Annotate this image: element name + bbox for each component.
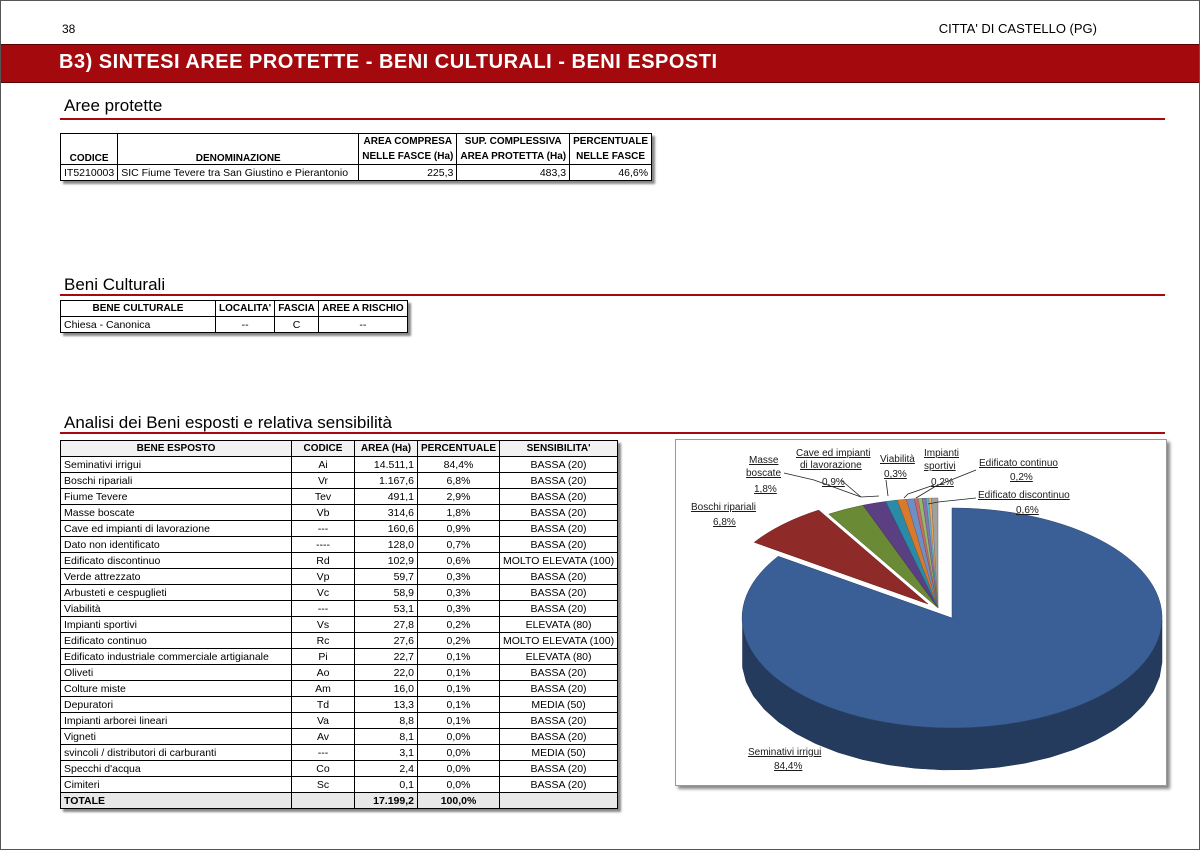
label-impianti-2: sportivi bbox=[924, 461, 956, 472]
table-row bbox=[61, 537, 618, 553]
cell-sensibilita: BASSA (20) bbox=[500, 457, 618, 473]
table-row bbox=[61, 681, 618, 697]
cell-bene-esposto: Depuratori bbox=[61, 697, 292, 713]
cell-area: 225,3 bbox=[359, 165, 457, 181]
cell-percentuale: 0,1% bbox=[418, 697, 500, 713]
cell-codice: Pi bbox=[292, 649, 355, 665]
th-bene-culturale: BENE CULTURALE bbox=[61, 301, 216, 317]
label-cave-3: 0,9% bbox=[822, 477, 845, 488]
cell-bene-esposto: Oliveti bbox=[61, 665, 292, 681]
cell-codice: Vp bbox=[292, 569, 355, 585]
table-row bbox=[61, 521, 618, 537]
label-cave-1: Cave ed impianti bbox=[796, 448, 871, 459]
cell-sensibilita: BASSA (20) bbox=[500, 713, 618, 729]
table-row bbox=[61, 317, 408, 333]
cell-bene-esposto: Edificato industriale commerciale artigianale bbox=[61, 649, 292, 665]
cell-area: 16,0 bbox=[355, 681, 418, 697]
table-row bbox=[61, 473, 618, 489]
cell-percentuale: 0,0% bbox=[418, 777, 500, 793]
cell-codice: --- bbox=[292, 601, 355, 617]
cell-sensibilita: MEDIA (50) bbox=[500, 745, 618, 761]
total-label: TOTALE bbox=[61, 793, 292, 809]
label-ed-discontinuo-1: Edificato discontinuo bbox=[978, 490, 1070, 501]
cell-codice: Vc bbox=[292, 585, 355, 601]
cell-codice: ---- bbox=[292, 537, 355, 553]
cell-sensibilita: BASSA (20) bbox=[500, 777, 618, 793]
cell-percentuale: 0,9% bbox=[418, 521, 500, 537]
table-row bbox=[61, 729, 618, 745]
cell-percentuale: 0,1% bbox=[418, 649, 500, 665]
cell-bene-esposto: Fiume Tevere bbox=[61, 489, 292, 505]
cell-percentuale: 0,2% bbox=[418, 633, 500, 649]
cell-bene-esposto: Edificato discontinuo bbox=[61, 553, 292, 569]
cell-bene-esposto: Seminativi irrigui bbox=[61, 457, 292, 473]
pie-chart bbox=[676, 440, 1166, 785]
cell-bene-esposto: Arbusteti e cespuglieti bbox=[61, 585, 292, 601]
cell-area: 59,7 bbox=[355, 569, 418, 585]
page-title: B3) SINTESI AREE PROTETTE - BENI CULTURALI - BENI ESPOSTI bbox=[59, 51, 718, 73]
table-row bbox=[61, 649, 618, 665]
th-sensibilita: SENSIBILITA' bbox=[500, 441, 618, 457]
table-row bbox=[61, 777, 618, 793]
cell-sensibilita: ELEVATA (80) bbox=[500, 649, 618, 665]
cell-bene: Chiesa - Canonica bbox=[61, 317, 216, 333]
cell-codice: Ai bbox=[292, 457, 355, 473]
cell-sensibilita: BASSA (20) bbox=[500, 537, 618, 553]
cell-codice: Rd bbox=[292, 553, 355, 569]
total-codice bbox=[292, 793, 355, 809]
aree-protette-table bbox=[60, 133, 652, 181]
th-percentuale: PERCENTUALE bbox=[418, 441, 500, 457]
title-banner bbox=[1, 44, 1199, 83]
cell-sensibilita: BASSA (20) bbox=[500, 665, 618, 681]
label-seminativi-2: 84,4% bbox=[774, 761, 803, 772]
cell-percentuale: 0,0% bbox=[418, 761, 500, 777]
cell-percentuale: 0,2% bbox=[418, 617, 500, 633]
cell-bene-esposto: Cimiteri bbox=[61, 777, 292, 793]
cell-bene-esposto: Impianti sportivi bbox=[61, 617, 292, 633]
cell-percentuale: 0,3% bbox=[418, 585, 500, 601]
cell-sensibilita: BASSA (20) bbox=[500, 729, 618, 745]
table-row bbox=[61, 553, 618, 569]
th-sup-l2: AREA PROTETTA (Ha) bbox=[457, 149, 570, 165]
page-number: 38 bbox=[62, 22, 76, 36]
cell-area: 27,6 bbox=[355, 633, 418, 649]
cell-area: 314,6 bbox=[355, 505, 418, 521]
section-divider bbox=[60, 118, 1165, 120]
table-row bbox=[61, 569, 618, 585]
label-viabilita-2: 0,3% bbox=[884, 469, 907, 480]
city-name: CITTA' DI CASTELLO (PG) bbox=[938, 21, 1097, 36]
section-title-aree-protette: Aree protette bbox=[64, 96, 163, 115]
cell-codice: Vb bbox=[292, 505, 355, 521]
cell-area: 160,6 bbox=[355, 521, 418, 537]
th-fascia: FASCIA bbox=[275, 301, 319, 317]
th-codice: CODICE bbox=[61, 134, 118, 165]
cell-area: 53,1 bbox=[355, 601, 418, 617]
cell-percentuale: 1,8% bbox=[418, 505, 500, 521]
th-localita: LOCALITA' bbox=[216, 301, 275, 317]
cell-area: 491,1 bbox=[355, 489, 418, 505]
cell-codice: Va bbox=[292, 713, 355, 729]
cell-bene-esposto: Viabilità bbox=[61, 601, 292, 617]
th-perc-l2: NELLE FASCE bbox=[570, 149, 652, 165]
cell-percentuale: 6,8% bbox=[418, 473, 500, 489]
cell-sup: 483,3 bbox=[457, 165, 570, 181]
section-title-beni-esposti: Analisi dei Beni esposti e relativa sensibilità bbox=[64, 413, 392, 432]
cell-area: 0,1 bbox=[355, 777, 418, 793]
cell-area: 27,8 bbox=[355, 617, 418, 633]
cell-area: 3,1 bbox=[355, 745, 418, 761]
label-boschi-1: Boschi ripariali bbox=[691, 502, 757, 513]
table-row bbox=[61, 505, 618, 521]
table-row bbox=[61, 713, 618, 729]
cell-localita: -- bbox=[216, 317, 275, 333]
cell-area: 8,8 bbox=[355, 713, 418, 729]
cell-percentuale: 0,6% bbox=[418, 553, 500, 569]
cell-sensibilita: BASSA (20) bbox=[500, 761, 618, 777]
cell-percentuale: 0,0% bbox=[418, 745, 500, 761]
th-area: AREA (Ha) bbox=[355, 441, 418, 457]
cell-bene-esposto: Verde attrezzato bbox=[61, 569, 292, 585]
cell-area: 102,9 bbox=[355, 553, 418, 569]
cell-area: 8,1 bbox=[355, 729, 418, 745]
section-divider bbox=[60, 294, 1165, 296]
table-row bbox=[61, 697, 618, 713]
th-denominazione: DENOMINAZIONE bbox=[118, 134, 359, 165]
cell-area: 13,3 bbox=[355, 697, 418, 713]
cell-sensibilita: BASSA (20) bbox=[500, 505, 618, 521]
cell-sensibilita: BASSA (20) bbox=[500, 585, 618, 601]
cell-codice: Td bbox=[292, 697, 355, 713]
cell-bene-esposto: Masse boscate bbox=[61, 505, 292, 521]
cell-codice: Ao bbox=[292, 665, 355, 681]
cell-codice: Av bbox=[292, 729, 355, 745]
label-masse-3: 1,8% bbox=[754, 484, 777, 495]
total-area: 17.199,2 bbox=[355, 793, 418, 809]
cell-area: 22,0 bbox=[355, 665, 418, 681]
cell-sensibilita: BASSA (20) bbox=[500, 473, 618, 489]
cell-percentuale: 0,1% bbox=[418, 665, 500, 681]
label-impianti-1: Impianti bbox=[924, 448, 960, 459]
cell-codice: Co bbox=[292, 761, 355, 777]
table-row bbox=[61, 165, 652, 181]
cell-codice: Am bbox=[292, 681, 355, 697]
cell-percentuale: 0,1% bbox=[418, 713, 500, 729]
cell-sensibilita: BASSA (20) bbox=[500, 569, 618, 585]
cell-sensibilita: BASSA (20) bbox=[500, 489, 618, 505]
label-masse-2: boscate bbox=[746, 468, 782, 479]
table-row bbox=[61, 601, 618, 617]
total-sens bbox=[500, 793, 618, 809]
label-boschi-2: 6,8% bbox=[713, 517, 736, 528]
cell-sensibilita: BASSA (20) bbox=[500, 681, 618, 697]
cell-sensibilita: MOLTO ELEVATA (100) bbox=[500, 633, 618, 649]
cell-codice: IT5210003 bbox=[61, 165, 118, 181]
th-sup-l1: SUP. COMPLESSIVA bbox=[457, 134, 570, 150]
cell-percentuale: 2,9% bbox=[418, 489, 500, 505]
table-row bbox=[61, 617, 618, 633]
th-codice: CODICE bbox=[292, 441, 355, 457]
label-ed-continuo-1: Edificato continuo bbox=[979, 458, 1058, 469]
pie-chart-box bbox=[675, 439, 1167, 786]
table-row bbox=[61, 745, 618, 761]
label-impianti-3: 0,2% bbox=[931, 477, 954, 488]
th-area-l1: AREA COMPRESA bbox=[359, 134, 457, 150]
th-bene-esposto: BENE ESPOSTO bbox=[61, 441, 292, 457]
leader-line-viabilita bbox=[886, 480, 888, 496]
label-ed-discontinuo-2: 0,6% bbox=[1016, 505, 1039, 516]
cell-sensibilita: MOLTO ELEVATA (100) bbox=[500, 553, 618, 569]
cell-percentuale: 0,3% bbox=[418, 569, 500, 585]
section-divider bbox=[60, 432, 1165, 434]
label-cave-2: di lavorazione bbox=[800, 460, 862, 471]
cell-codice: Vr bbox=[292, 473, 355, 489]
cell-bene-esposto: Boschi ripariali bbox=[61, 473, 292, 489]
label-seminativi-1: Seminativi irrigui bbox=[748, 747, 822, 758]
th-perc-l1: PERCENTUALE bbox=[570, 134, 652, 150]
cell-percentuale: 84,4% bbox=[418, 457, 500, 473]
cell-area: 128,0 bbox=[355, 537, 418, 553]
cell-percentuale: 0,0% bbox=[418, 729, 500, 745]
cell-codice: Rc bbox=[292, 633, 355, 649]
cell-area: 1.167,6 bbox=[355, 473, 418, 489]
cell-bene-esposto: Colture miste bbox=[61, 681, 292, 697]
leader-line-cave bbox=[841, 480, 879, 497]
total-row bbox=[61, 793, 618, 809]
cell-area: 14.511,1 bbox=[355, 457, 418, 473]
label-viabilita-1: Viabilità bbox=[880, 454, 915, 465]
cell-denominazione: SIC Fiume Tevere tra San Giustino e Pierantonio bbox=[118, 165, 359, 181]
table-row bbox=[61, 457, 618, 473]
table-row bbox=[61, 665, 618, 681]
cell-perc: 46,6% bbox=[570, 165, 652, 181]
cell-area: 2,4 bbox=[355, 761, 418, 777]
label-ed-continuo-2: 0,2% bbox=[1010, 472, 1033, 483]
cell-codice: --- bbox=[292, 745, 355, 761]
cell-bene-esposto: Edificato continuo bbox=[61, 633, 292, 649]
cell-aree: -- bbox=[318, 317, 407, 333]
table-row bbox=[61, 585, 618, 601]
cell-codice: --- bbox=[292, 521, 355, 537]
cell-codice: Sc bbox=[292, 777, 355, 793]
label-masse-1: Masse bbox=[749, 455, 779, 466]
cell-bene-esposto: Dato non identificato bbox=[61, 537, 292, 553]
cell-codice: Tev bbox=[292, 489, 355, 505]
cell-area: 58,9 bbox=[355, 585, 418, 601]
cell-bene-esposto: Impianti arborei lineari bbox=[61, 713, 292, 729]
cell-sensibilita: MEDIA (50) bbox=[500, 697, 618, 713]
cell-bene-esposto: Cave ed impianti di lavorazione bbox=[61, 521, 292, 537]
table-row bbox=[61, 633, 618, 649]
cell-bene-esposto: Vigneti bbox=[61, 729, 292, 745]
cell-sensibilita: BASSA (20) bbox=[500, 521, 618, 537]
cell-percentuale: 0,1% bbox=[418, 681, 500, 697]
table-row bbox=[61, 489, 618, 505]
section-title-beni-culturali: Beni Culturali bbox=[64, 275, 166, 294]
cell-bene-esposto: Specchi d'acqua bbox=[61, 761, 292, 777]
cell-percentuale: 0,7% bbox=[418, 537, 500, 553]
th-aree-rischio: AREE A RISCHIO bbox=[318, 301, 407, 317]
beni-culturali-table bbox=[60, 300, 408, 333]
beni-esposti-table bbox=[60, 440, 618, 809]
total-perc: 100,0% bbox=[418, 793, 500, 809]
table-row bbox=[61, 761, 618, 777]
cell-codice: Vs bbox=[292, 617, 355, 633]
cell-area: 22,7 bbox=[355, 649, 418, 665]
cell-percentuale: 0,3% bbox=[418, 601, 500, 617]
cell-sensibilita: ELEVATA (80) bbox=[500, 617, 618, 633]
cell-sensibilita: BASSA (20) bbox=[500, 601, 618, 617]
cell-bene-esposto: svincoli / distributori di carburanti bbox=[61, 745, 292, 761]
th-area-l2: NELLE FASCE (Ha) bbox=[359, 149, 457, 165]
cell-fascia: C bbox=[275, 317, 319, 333]
